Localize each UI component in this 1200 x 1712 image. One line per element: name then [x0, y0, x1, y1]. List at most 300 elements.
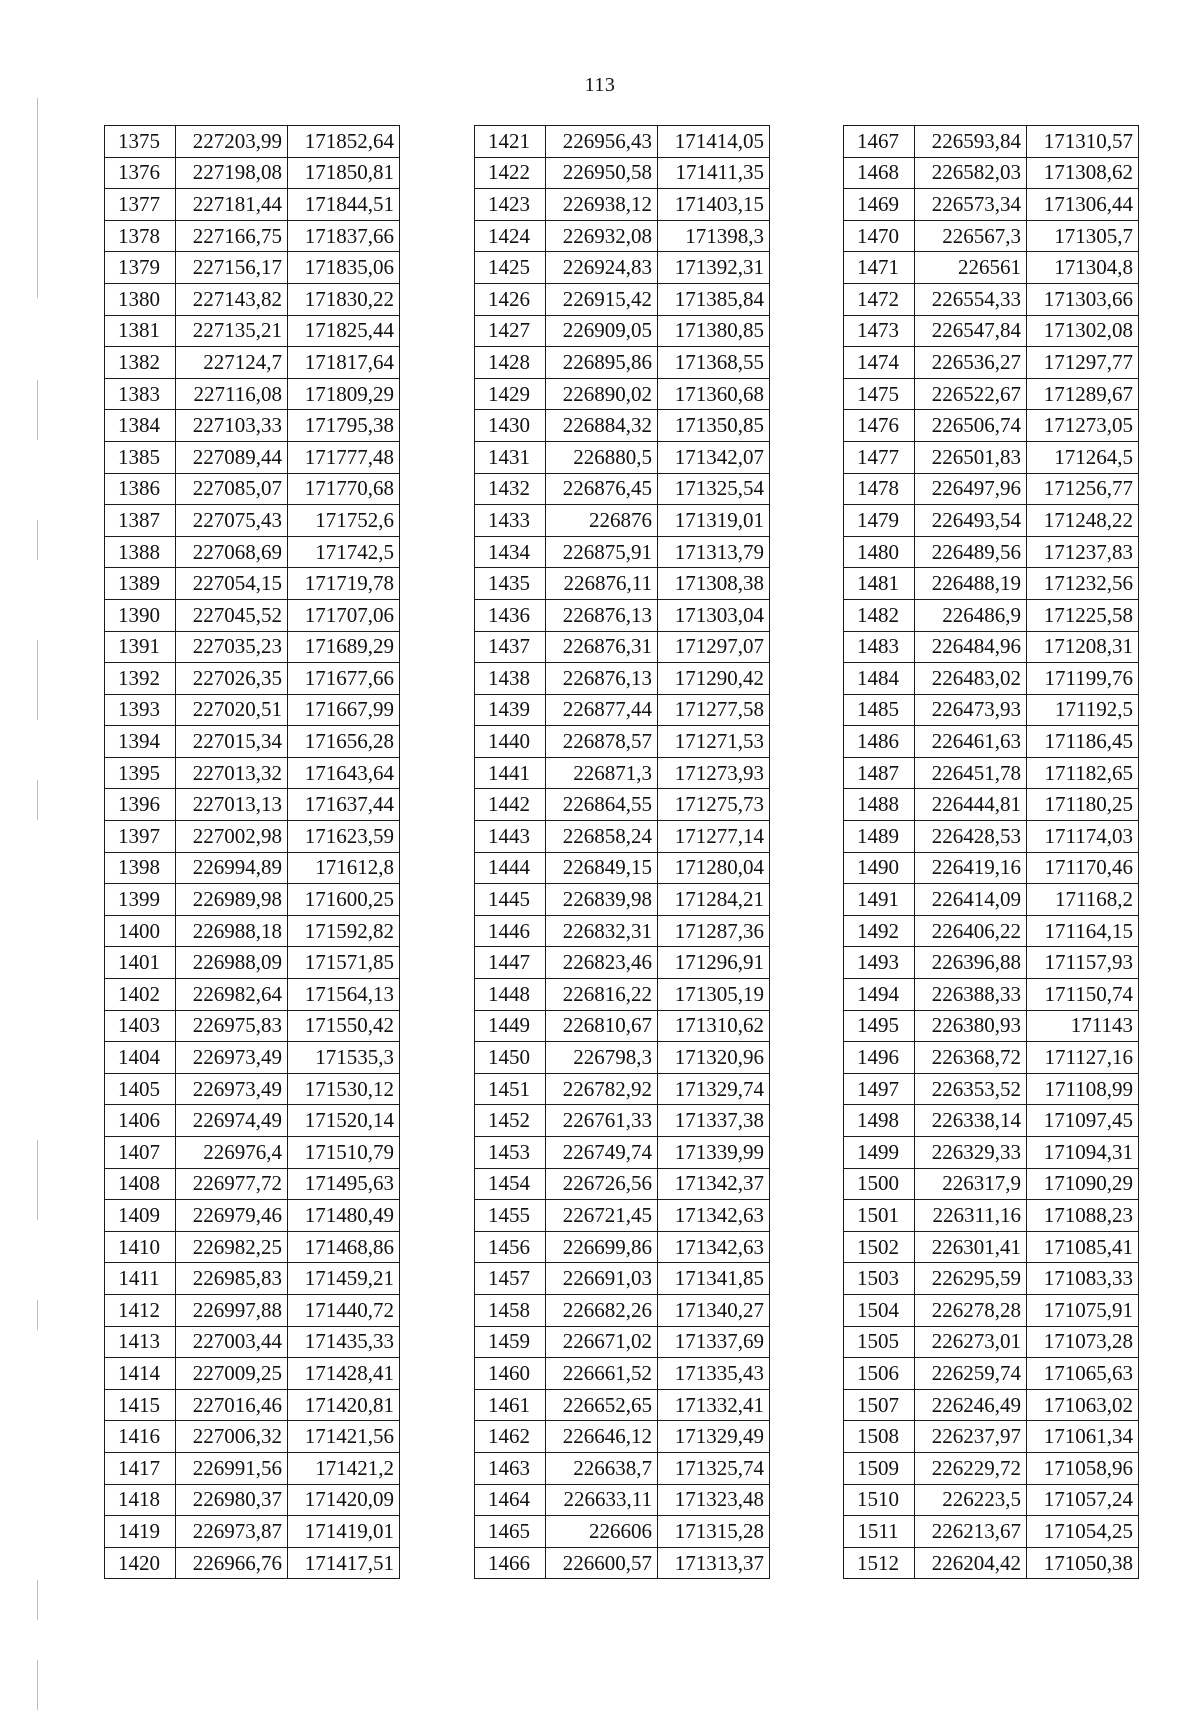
- x-coordinate-cell: 227015,34: [176, 726, 288, 758]
- table-row: [475, 663, 770, 695]
- y-coordinate-cell: 171284,21: [658, 884, 770, 916]
- point-number-cell: 1415: [105, 1389, 176, 1421]
- x-coordinate-cell: 226633,11: [546, 1484, 658, 1516]
- point-number-cell: 1421: [475, 126, 546, 158]
- point-number-cell: 1491: [844, 884, 915, 916]
- point-number-cell: 1393: [105, 694, 176, 726]
- y-coordinate-cell: 171304,8: [1027, 252, 1139, 284]
- x-coordinate-cell: 227016,46: [176, 1389, 288, 1421]
- margin-line: [37, 780, 38, 820]
- point-number-cell: 1455: [475, 1200, 546, 1232]
- y-coordinate-cell: 171777,48: [288, 441, 400, 473]
- table-row: [844, 189, 1139, 221]
- x-coordinate-cell: 227020,51: [176, 694, 288, 726]
- x-coordinate-cell: 227124,7: [176, 347, 288, 379]
- table-row: [105, 1105, 400, 1137]
- y-coordinate-cell: 171164,15: [1027, 915, 1139, 947]
- x-coordinate-cell: 226561: [915, 252, 1027, 284]
- table-row: [475, 915, 770, 947]
- x-coordinate-cell: 226295,59: [915, 1263, 1027, 1295]
- y-coordinate-cell: 171085,41: [1027, 1231, 1139, 1263]
- table-row: [844, 1484, 1139, 1516]
- x-coordinate-cell: 226878,57: [546, 726, 658, 758]
- table-row: [475, 884, 770, 916]
- y-coordinate-cell: 171360,68: [658, 378, 770, 410]
- y-coordinate-cell: 171420,09: [288, 1484, 400, 1516]
- table-row: [844, 410, 1139, 442]
- table-row: [105, 1231, 400, 1263]
- x-coordinate-cell: 226876,13: [546, 663, 658, 695]
- table-row: [844, 599, 1139, 631]
- table-row: [105, 1294, 400, 1326]
- table-row: [844, 1168, 1139, 1200]
- point-number-cell: 1397: [105, 821, 176, 853]
- table-row: [844, 947, 1139, 979]
- y-coordinate-cell: 171421,2: [288, 1452, 400, 1484]
- x-coordinate-cell: 226832,31: [546, 915, 658, 947]
- point-number-cell: 1444: [475, 852, 546, 884]
- x-coordinate-cell: 226884,32: [546, 410, 658, 442]
- point-number-cell: 1464: [475, 1484, 546, 1516]
- point-number-cell: 1424: [475, 220, 546, 252]
- margin-line: [37, 98, 38, 298]
- table-row: [105, 1484, 400, 1516]
- x-coordinate-cell: 226849,15: [546, 852, 658, 884]
- point-number-cell: 1408: [105, 1168, 176, 1200]
- x-coordinate-cell: 226213,67: [915, 1516, 1027, 1548]
- y-coordinate-cell: 171571,85: [288, 947, 400, 979]
- x-coordinate-cell: 226985,83: [176, 1263, 288, 1295]
- point-number-cell: 1430: [475, 410, 546, 442]
- x-coordinate-cell: 227054,15: [176, 568, 288, 600]
- y-coordinate-cell: 171468,86: [288, 1231, 400, 1263]
- x-coordinate-cell: 226606: [546, 1516, 658, 1548]
- y-coordinate-cell: 171315,28: [658, 1516, 770, 1548]
- table-row: [105, 1263, 400, 1295]
- table-row: [475, 599, 770, 631]
- table-row: [844, 1452, 1139, 1484]
- point-number-cell: 1511: [844, 1516, 915, 1548]
- y-coordinate-cell: 171264,5: [1027, 441, 1139, 473]
- table-row: [105, 1168, 400, 1200]
- x-coordinate-cell: 226950,58: [546, 157, 658, 189]
- x-coordinate-cell: 227085,07: [176, 473, 288, 505]
- point-number-cell: 1468: [844, 157, 915, 189]
- page-number: 113: [584, 74, 616, 96]
- point-number-cell: 1463: [475, 1452, 546, 1484]
- point-number-cell: 1469: [844, 189, 915, 221]
- y-coordinate-cell: 171208,31: [1027, 631, 1139, 663]
- y-coordinate-cell: 171287,36: [658, 915, 770, 947]
- y-coordinate-cell: 171510,79: [288, 1137, 400, 1169]
- table-row: [105, 410, 400, 442]
- point-number-cell: 1385: [105, 441, 176, 473]
- point-number-cell: 1381: [105, 315, 176, 347]
- y-coordinate-cell: 171277,14: [658, 821, 770, 853]
- y-coordinate-cell: 171058,96: [1027, 1452, 1139, 1484]
- x-coordinate-cell: 226273,01: [915, 1326, 1027, 1358]
- y-coordinate-cell: 171192,5: [1027, 694, 1139, 726]
- point-number-cell: 1483: [844, 631, 915, 663]
- table-row: [844, 505, 1139, 537]
- point-number-cell: 1390: [105, 599, 176, 631]
- y-coordinate-cell: 171707,06: [288, 599, 400, 631]
- x-coordinate-cell: 226444,81: [915, 789, 1027, 821]
- table-row: [105, 663, 400, 695]
- table-row: [105, 599, 400, 631]
- x-coordinate-cell: 226980,37: [176, 1484, 288, 1516]
- table-row: [475, 220, 770, 252]
- table-row: [844, 1389, 1139, 1421]
- y-coordinate-cell: 171435,33: [288, 1326, 400, 1358]
- x-coordinate-cell: 226991,56: [176, 1452, 288, 1484]
- x-coordinate-cell: 227181,44: [176, 189, 288, 221]
- table-row: [105, 947, 400, 979]
- y-coordinate-cell: 171480,49: [288, 1200, 400, 1232]
- y-coordinate-cell: 171199,76: [1027, 663, 1139, 695]
- x-coordinate-cell: 226419,16: [915, 852, 1027, 884]
- y-coordinate-cell: 171850,81: [288, 157, 400, 189]
- x-coordinate-cell: 226909,05: [546, 315, 658, 347]
- x-coordinate-cell: 226493,54: [915, 505, 1027, 537]
- y-coordinate-cell: 171308,38: [658, 568, 770, 600]
- table-row: [105, 915, 400, 947]
- table-row: [105, 536, 400, 568]
- x-coordinate-cell: 226428,53: [915, 821, 1027, 853]
- point-number-cell: 1425: [475, 252, 546, 284]
- x-coordinate-cell: 226988,18: [176, 915, 288, 947]
- point-number-cell: 1470: [844, 220, 915, 252]
- table-row: [844, 1010, 1139, 1042]
- y-coordinate-cell: 171256,77: [1027, 473, 1139, 505]
- y-coordinate-cell: 171303,04: [658, 599, 770, 631]
- y-coordinate-cell: 171225,58: [1027, 599, 1139, 631]
- x-coordinate-cell: 226938,12: [546, 189, 658, 221]
- x-coordinate-cell: 226976,4: [176, 1137, 288, 1169]
- coordinates-table: [474, 125, 770, 1579]
- table-row: [475, 536, 770, 568]
- table-row: [844, 757, 1139, 789]
- x-coordinate-cell: 226396,88: [915, 947, 1027, 979]
- table-row: [844, 1200, 1139, 1232]
- x-coordinate-cell: 226414,09: [915, 884, 1027, 916]
- y-coordinate-cell: 171050,38: [1027, 1547, 1139, 1579]
- table-row: [844, 979, 1139, 1011]
- y-coordinate-cell: 171612,8: [288, 852, 400, 884]
- point-number-cell: 1400: [105, 915, 176, 947]
- y-coordinate-cell: 171520,14: [288, 1105, 400, 1137]
- table-row: [105, 378, 400, 410]
- point-number-cell: 1407: [105, 1137, 176, 1169]
- x-coordinate-cell: 226338,14: [915, 1105, 1027, 1137]
- point-number-cell: 1490: [844, 852, 915, 884]
- point-number-cell: 1396: [105, 789, 176, 821]
- point-number-cell: 1496: [844, 1042, 915, 1074]
- x-coordinate-cell: 227103,33: [176, 410, 288, 442]
- y-coordinate-cell: 171342,37: [658, 1168, 770, 1200]
- table-row: [105, 283, 400, 315]
- point-number-cell: 1399: [105, 884, 176, 916]
- y-coordinate-cell: 171341,85: [658, 1263, 770, 1295]
- x-coordinate-cell: 226388,33: [915, 979, 1027, 1011]
- y-coordinate-cell: 171342,63: [658, 1200, 770, 1232]
- table-row: [844, 1105, 1139, 1137]
- x-coordinate-cell: 226554,33: [915, 283, 1027, 315]
- x-coordinate-cell: 227166,75: [176, 220, 288, 252]
- table-row: [475, 1263, 770, 1295]
- x-coordinate-cell: 227143,82: [176, 283, 288, 315]
- point-number-cell: 1507: [844, 1389, 915, 1421]
- x-coordinate-cell: 227013,13: [176, 789, 288, 821]
- table-row: [105, 1326, 400, 1358]
- table-row: [105, 694, 400, 726]
- table-row: [105, 315, 400, 347]
- point-number-cell: 1488: [844, 789, 915, 821]
- y-coordinate-cell: 171308,62: [1027, 157, 1139, 189]
- point-number-cell: 1441: [475, 757, 546, 789]
- table-row: [475, 1484, 770, 1516]
- x-coordinate-cell: 226823,46: [546, 947, 658, 979]
- point-number-cell: 1485: [844, 694, 915, 726]
- point-number-cell: 1409: [105, 1200, 176, 1232]
- table-row: [475, 979, 770, 1011]
- y-coordinate-cell: 171339,99: [658, 1137, 770, 1169]
- table-row: [844, 283, 1139, 315]
- x-coordinate-cell: 227075,43: [176, 505, 288, 537]
- table-row: [844, 473, 1139, 505]
- point-number-cell: 1436: [475, 599, 546, 631]
- x-coordinate-cell: 226982,64: [176, 979, 288, 1011]
- x-coordinate-cell: 226329,33: [915, 1137, 1027, 1169]
- point-number-cell: 1447: [475, 947, 546, 979]
- point-number-cell: 1418: [105, 1484, 176, 1516]
- x-coordinate-cell: 226451,78: [915, 757, 1027, 789]
- point-number-cell: 1478: [844, 473, 915, 505]
- table-row: [475, 789, 770, 821]
- y-coordinate-cell: 171417,51: [288, 1547, 400, 1579]
- y-coordinate-cell: 171342,63: [658, 1231, 770, 1263]
- x-coordinate-cell: 226994,89: [176, 852, 288, 884]
- table-row: [844, 1042, 1139, 1074]
- y-coordinate-cell: 171337,38: [658, 1105, 770, 1137]
- x-coordinate-cell: 226816,22: [546, 979, 658, 1011]
- x-coordinate-cell: 226997,88: [176, 1294, 288, 1326]
- point-number-cell: 1473: [844, 315, 915, 347]
- y-coordinate-cell: 171329,74: [658, 1073, 770, 1105]
- table-row: [844, 726, 1139, 758]
- y-coordinate-cell: 171421,56: [288, 1421, 400, 1453]
- x-coordinate-cell: 226501,83: [915, 441, 1027, 473]
- point-number-cell: 1486: [844, 726, 915, 758]
- y-coordinate-cell: 171403,15: [658, 189, 770, 221]
- table-row: [844, 852, 1139, 884]
- point-number-cell: 1458: [475, 1294, 546, 1326]
- x-coordinate-cell: 227198,08: [176, 157, 288, 189]
- y-coordinate-cell: 171061,34: [1027, 1421, 1139, 1453]
- table-row: [475, 315, 770, 347]
- y-coordinate-cell: 171073,28: [1027, 1326, 1139, 1358]
- point-number-cell: 1474: [844, 347, 915, 379]
- table-row: [844, 789, 1139, 821]
- point-number-cell: 1480: [844, 536, 915, 568]
- margin-line: [37, 520, 38, 560]
- table-row: [105, 473, 400, 505]
- table-row: [105, 157, 400, 189]
- x-coordinate-cell: 226497,96: [915, 473, 1027, 505]
- point-number-cell: 1454: [475, 1168, 546, 1200]
- point-number-cell: 1506: [844, 1358, 915, 1390]
- point-number-cell: 1413: [105, 1326, 176, 1358]
- x-coordinate-cell: 227003,44: [176, 1326, 288, 1358]
- x-coordinate-cell: 226973,49: [176, 1042, 288, 1074]
- point-number-cell: 1416: [105, 1421, 176, 1453]
- x-coordinate-cell: 226223,5: [915, 1484, 1027, 1516]
- point-number-cell: 1384: [105, 410, 176, 442]
- y-coordinate-cell: 171332,41: [658, 1389, 770, 1421]
- table-row: [475, 473, 770, 505]
- x-coordinate-cell: 226489,56: [915, 536, 1027, 568]
- point-number-cell: 1476: [844, 410, 915, 442]
- point-number-cell: 1404: [105, 1042, 176, 1074]
- table-row: [475, 631, 770, 663]
- x-coordinate-cell: 226567,3: [915, 220, 1027, 252]
- table-row: [475, 1073, 770, 1105]
- point-number-cell: 1440: [475, 726, 546, 758]
- table-row: [475, 1294, 770, 1326]
- x-coordinate-cell: 226839,98: [546, 884, 658, 916]
- point-number-cell: 1394: [105, 726, 176, 758]
- y-coordinate-cell: 171313,79: [658, 536, 770, 568]
- table-row: [475, 821, 770, 853]
- x-coordinate-cell: 226782,92: [546, 1073, 658, 1105]
- x-coordinate-cell: 226461,63: [915, 726, 1027, 758]
- x-coordinate-cell: 226473,93: [915, 694, 1027, 726]
- table-row: [105, 789, 400, 821]
- point-number-cell: 1405: [105, 1073, 176, 1105]
- table-row: [105, 1547, 400, 1579]
- point-number-cell: 1417: [105, 1452, 176, 1484]
- y-coordinate-cell: 171302,08: [1027, 315, 1139, 347]
- point-number-cell: 1410: [105, 1231, 176, 1263]
- point-number-cell: 1487: [844, 757, 915, 789]
- point-number-cell: 1461: [475, 1389, 546, 1421]
- table-row: [844, 821, 1139, 853]
- y-coordinate-cell: 171677,66: [288, 663, 400, 695]
- x-coordinate-cell: 226864,55: [546, 789, 658, 821]
- y-coordinate-cell: 171157,93: [1027, 947, 1139, 979]
- table-row: [844, 1231, 1139, 1263]
- x-coordinate-cell: 226699,86: [546, 1231, 658, 1263]
- y-coordinate-cell: 171057,24: [1027, 1484, 1139, 1516]
- point-number-cell: 1395: [105, 757, 176, 789]
- point-number-cell: 1451: [475, 1073, 546, 1105]
- y-coordinate-cell: 171852,64: [288, 126, 400, 158]
- coordinates-table: [843, 125, 1139, 1579]
- x-coordinate-cell: 226259,74: [915, 1358, 1027, 1390]
- point-number-cell: 1426: [475, 283, 546, 315]
- x-coordinate-cell: 226661,52: [546, 1358, 658, 1390]
- point-number-cell: 1505: [844, 1326, 915, 1358]
- x-coordinate-cell: 226915,42: [546, 283, 658, 315]
- x-coordinate-cell: 226858,24: [546, 821, 658, 853]
- table-row: [105, 884, 400, 916]
- table-row: [844, 568, 1139, 600]
- point-number-cell: 1438: [475, 663, 546, 695]
- y-coordinate-cell: 171643,64: [288, 757, 400, 789]
- x-coordinate-cell: 226600,57: [546, 1547, 658, 1579]
- x-coordinate-cell: 227156,17: [176, 252, 288, 284]
- table-row: [105, 1200, 400, 1232]
- point-number-cell: 1406: [105, 1105, 176, 1137]
- point-number-cell: 1509: [844, 1452, 915, 1484]
- table-row: [475, 1547, 770, 1579]
- x-coordinate-cell: 226237,97: [915, 1421, 1027, 1453]
- x-coordinate-cell: 226875,91: [546, 536, 658, 568]
- x-coordinate-cell: 226721,45: [546, 1200, 658, 1232]
- y-coordinate-cell: 171063,02: [1027, 1389, 1139, 1421]
- point-number-cell: 1446: [475, 915, 546, 947]
- point-number-cell: 1434: [475, 536, 546, 568]
- point-number-cell: 1423: [475, 189, 546, 221]
- y-coordinate-cell: 171830,22: [288, 283, 400, 315]
- x-coordinate-cell: 226204,42: [915, 1547, 1027, 1579]
- y-coordinate-cell: 171440,72: [288, 1294, 400, 1326]
- table-row: [475, 1452, 770, 1484]
- table-row: [844, 694, 1139, 726]
- point-number-cell: 1443: [475, 821, 546, 853]
- point-number-cell: 1448: [475, 979, 546, 1011]
- point-number-cell: 1377: [105, 189, 176, 221]
- point-number-cell: 1493: [844, 947, 915, 979]
- x-coordinate-cell: 226890,02: [546, 378, 658, 410]
- point-number-cell: 1442: [475, 789, 546, 821]
- y-coordinate-cell: 171689,29: [288, 631, 400, 663]
- x-coordinate-cell: 226353,52: [915, 1073, 1027, 1105]
- table-row: [105, 1421, 400, 1453]
- table-row: [475, 1421, 770, 1453]
- y-coordinate-cell: 171306,44: [1027, 189, 1139, 221]
- table-row: [475, 1326, 770, 1358]
- x-coordinate-cell: 226979,46: [176, 1200, 288, 1232]
- y-coordinate-cell: 171337,69: [658, 1326, 770, 1358]
- y-coordinate-cell: 171459,21: [288, 1263, 400, 1295]
- table-row: [105, 347, 400, 379]
- y-coordinate-cell: 171340,27: [658, 1294, 770, 1326]
- x-coordinate-cell: 226301,41: [915, 1231, 1027, 1263]
- table-row: [475, 1137, 770, 1169]
- table-row: [844, 1326, 1139, 1358]
- y-coordinate-cell: 171752,6: [288, 505, 400, 537]
- margin-line: [37, 380, 38, 440]
- table-row: [105, 1358, 400, 1390]
- x-coordinate-cell: 227002,98: [176, 821, 288, 853]
- y-coordinate-cell: 171564,13: [288, 979, 400, 1011]
- point-number-cell: 1508: [844, 1421, 915, 1453]
- y-coordinate-cell: 171398,3: [658, 220, 770, 252]
- point-number-cell: 1449: [475, 1010, 546, 1042]
- x-coordinate-cell: 226246,49: [915, 1389, 1027, 1421]
- y-coordinate-cell: 171290,42: [658, 663, 770, 695]
- x-coordinate-cell: 226652,65: [546, 1389, 658, 1421]
- y-coordinate-cell: 171319,01: [658, 505, 770, 537]
- y-coordinate-cell: 171054,25: [1027, 1516, 1139, 1548]
- table-row: [105, 821, 400, 853]
- y-coordinate-cell: 171323,48: [658, 1484, 770, 1516]
- y-coordinate-cell: 171168,2: [1027, 884, 1139, 916]
- x-coordinate-cell: 226932,08: [546, 220, 658, 252]
- table-row: [844, 631, 1139, 663]
- x-coordinate-cell: 226522,67: [915, 378, 1027, 410]
